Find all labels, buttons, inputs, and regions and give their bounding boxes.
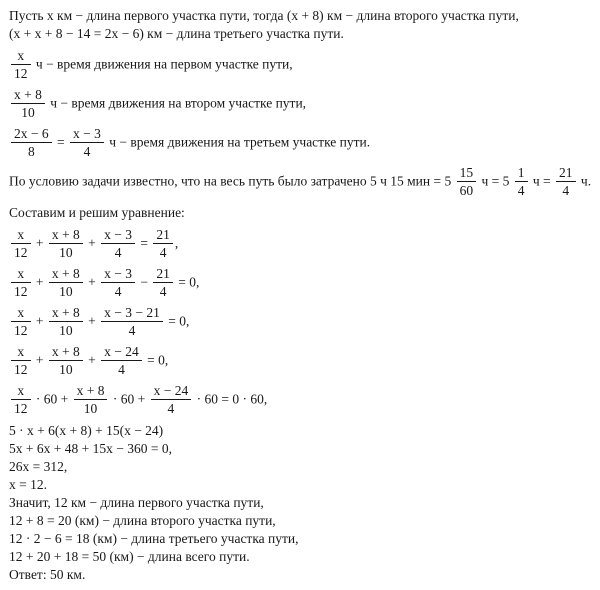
solution-line (9, 48, 594, 81)
solution-line (9, 165, 594, 198)
text-run: + (32, 352, 47, 368)
fraction (49, 305, 83, 338)
fraction-numerator: x (11, 227, 31, 244)
text-run: ч − время движения на первом участке пути, (32, 56, 293, 72)
solution-line (9, 7, 594, 25)
text-run: 5 · x + 6(x + 8) + 15(x − 24) (9, 423, 164, 438)
text-run: + (84, 235, 100, 251)
solution-line (9, 383, 594, 416)
fraction-numerator: 21 (153, 227, 173, 244)
fraction-numerator: x − 3 − 21 (101, 305, 163, 322)
text-run: Составим и решим уравнение: (9, 205, 185, 220)
fraction-numerator: 1 (515, 165, 528, 182)
fraction-denominator: 4 (159, 284, 167, 299)
text-run: + (84, 352, 100, 368)
fraction-numerator: 21 (556, 165, 576, 182)
text-run: + (84, 313, 100, 329)
fraction-numerator: x (11, 383, 31, 400)
fraction-denominator: 8 (27, 144, 35, 159)
text-run: Пусть x км − длина первого участка пути, тогда (x + 8) км − длина второго участка пути, (9, 8, 519, 23)
fraction-numerator: x − 3 (101, 266, 135, 283)
fraction (11, 227, 31, 260)
solution-line (9, 305, 594, 338)
fraction-numerator: x + 8 (11, 87, 45, 104)
solution-line (9, 25, 594, 43)
text-run: + (32, 235, 47, 251)
solution-line (9, 494, 594, 512)
fraction (11, 305, 31, 338)
text-run: − (137, 274, 152, 290)
text-run: = 0, (143, 352, 169, 368)
solution-line (9, 204, 594, 222)
text-run: (x + x + 8 − 14 = 2x − 6) км − длина третьего участка пути. (9, 26, 344, 41)
text-run: = (137, 235, 152, 251)
fraction-numerator: x − 24 (101, 344, 142, 361)
text-run: x = 12. (9, 477, 47, 492)
fraction-numerator: x − 24 (151, 383, 192, 400)
fraction-numerator: x − 3 (101, 227, 135, 244)
fraction-numerator: x (11, 48, 31, 65)
fraction-numerator: 15 (457, 165, 477, 182)
fraction-numerator: x + 8 (49, 344, 83, 361)
solution-line (9, 458, 594, 476)
fraction-denominator: 4 (114, 284, 122, 299)
fraction-denominator: 12 (14, 323, 28, 338)
fraction-numerator: x + 8 (49, 305, 83, 322)
text-run: · 60 + (32, 391, 72, 407)
fraction (556, 165, 576, 198)
fraction-denominator: 12 (14, 66, 28, 81)
fraction-denominator: 10 (83, 401, 98, 416)
fraction (101, 266, 135, 299)
text-run: · 60 = 0 · 60, (193, 391, 268, 407)
text-run: = 0, (174, 274, 200, 290)
solution-line (9, 440, 594, 458)
fraction (49, 344, 83, 377)
fraction (11, 87, 45, 120)
text-run: ч − время движения на третьем участке пути. (105, 134, 371, 150)
solution-line (9, 512, 594, 530)
fraction (153, 266, 173, 299)
fraction (153, 227, 173, 260)
fraction-denominator: 4 (159, 245, 167, 260)
fraction-denominator: 10 (59, 362, 73, 377)
solution-line (9, 266, 594, 299)
fraction (11, 344, 31, 377)
fraction (11, 266, 31, 299)
fraction (11, 126, 52, 159)
fraction (101, 227, 135, 260)
text-run: ч. (577, 173, 592, 189)
fraction (101, 305, 163, 338)
fraction-denominator: 10 (21, 105, 35, 120)
fraction (49, 266, 83, 299)
text-run: ч − время движения на втором участке пути, (46, 95, 307, 111)
fraction-denominator: 4 (517, 183, 525, 198)
fraction (151, 383, 192, 416)
fraction-denominator: 4 (83, 144, 91, 159)
text-run: , (174, 235, 179, 251)
fraction (11, 383, 31, 416)
fraction-numerator: x − 3 (70, 126, 104, 143)
fraction-numerator: x + 8 (49, 227, 83, 244)
fraction-denominator: 60 (459, 183, 474, 198)
fraction-denominator: 12 (14, 245, 28, 260)
fraction-denominator: 12 (14, 401, 28, 416)
fraction (457, 165, 477, 198)
fraction (70, 126, 104, 159)
text-run: По условию задачи известно, что на весь путь было затрачено 5 ч 15 мин = 5 (9, 173, 455, 189)
text-run: 12 + 8 = 20 (км) − длина второго участка пути, (9, 513, 276, 528)
solution-line (9, 476, 594, 494)
text-run: = (53, 134, 68, 150)
solution-line (9, 530, 594, 548)
fraction-denominator: 12 (14, 362, 28, 377)
fraction-denominator: 4 (118, 362, 125, 377)
solution-line (9, 422, 594, 440)
text-run: 12 + 20 + 18 = 50 (км) − длина всего пути. (9, 549, 250, 564)
fraction-numerator: x (11, 305, 31, 322)
text-run: 26x = 312, (9, 459, 68, 474)
solution-line (9, 344, 594, 377)
fraction-denominator: 10 (59, 284, 73, 299)
fraction-denominator: 4 (167, 401, 175, 416)
text-run: 12 · 2 − 6 = 18 (км) − длина третьего участка пути, (9, 531, 299, 546)
fraction-denominator: 10 (59, 323, 73, 338)
text-run: ч = 5 (478, 173, 513, 189)
text-run: ч = (529, 173, 555, 189)
fraction-numerator: 2x − 6 (11, 126, 52, 143)
solution-line (9, 87, 594, 120)
fraction (11, 48, 31, 81)
fraction-denominator: 10 (59, 245, 73, 260)
text-run: · 60 + (109, 391, 149, 407)
text-run: + (84, 274, 100, 290)
text-run: + (32, 274, 47, 290)
fraction-numerator: x + 8 (49, 266, 83, 283)
fraction (49, 227, 83, 260)
solution-line (9, 126, 594, 159)
fraction-numerator: x (11, 266, 31, 283)
text-run: = 0, (164, 313, 190, 329)
fraction (101, 344, 142, 377)
text-run: Значит, 12 км − длина первого участка пути, (9, 495, 264, 510)
fraction-denominator: 4 (114, 245, 122, 260)
solution-line (9, 227, 594, 260)
text-run: + (32, 313, 47, 329)
fraction (74, 383, 108, 416)
fraction-denominator: 4 (562, 183, 570, 198)
text-run: Ответ: 50 км. (9, 567, 86, 582)
fraction-denominator: 12 (14, 284, 28, 299)
fraction (515, 165, 528, 198)
fraction-denominator: 4 (128, 323, 136, 338)
fraction-numerator: x (11, 344, 31, 361)
text-run: 5x + 6x + 48 + 15x − 360 = 0, (9, 441, 172, 456)
solution-line (9, 548, 594, 566)
solution-line (9, 566, 594, 584)
fraction-numerator: 21 (153, 266, 173, 283)
fraction-numerator: x + 8 (74, 383, 108, 400)
